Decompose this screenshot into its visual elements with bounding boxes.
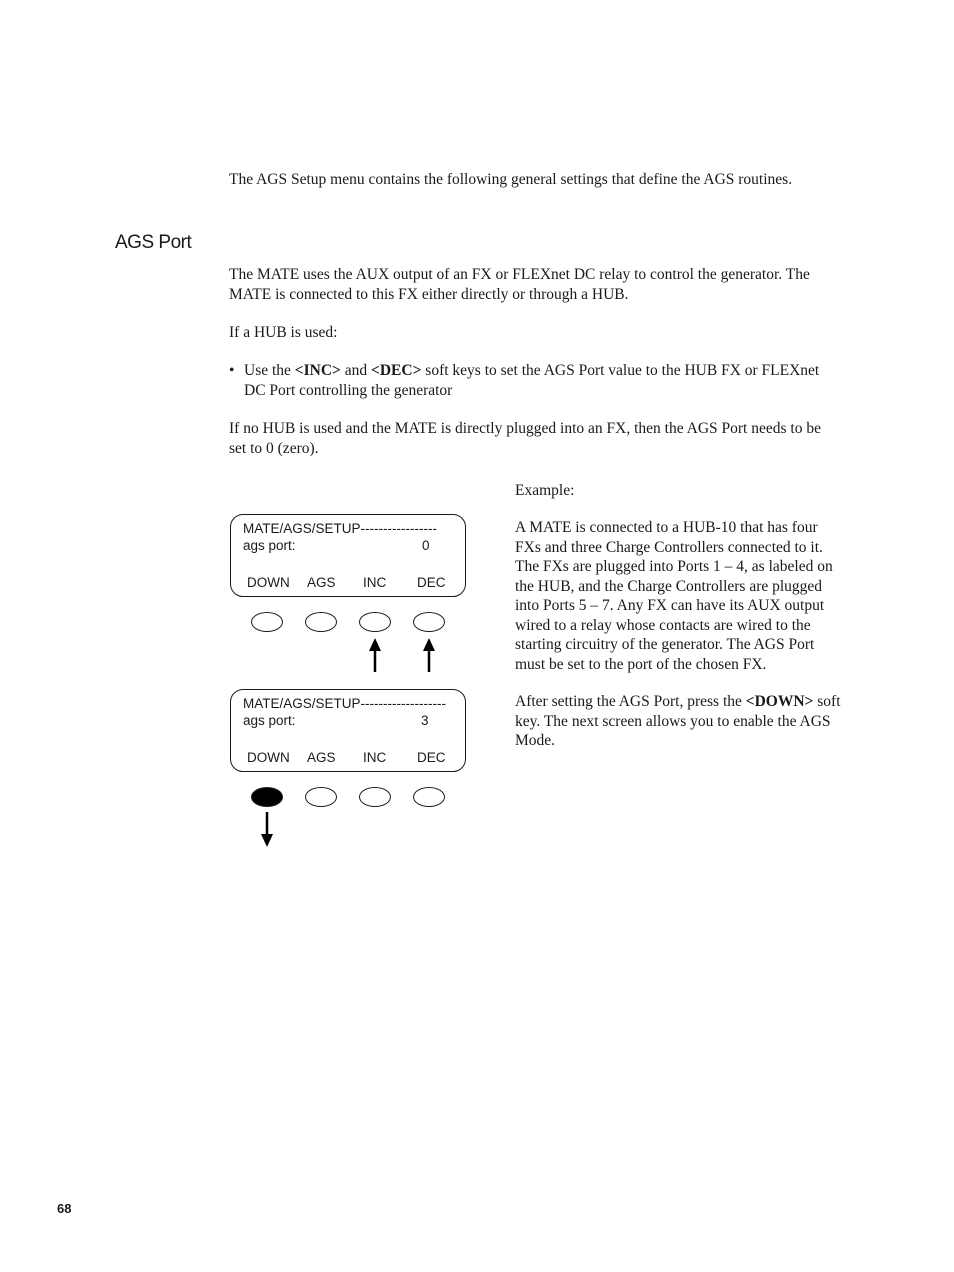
soft-key-ags[interactable] <box>305 612 337 632</box>
bullet-item <box>229 361 839 400</box>
soft-key-down-pressed[interactable] <box>251 787 283 807</box>
lcd-key-label-ags: AGS <box>307 575 336 590</box>
up-arrow-icon <box>421 638 437 672</box>
intro-paragraph: The AGS Setup menu contains the following general settings that define the AGS routines. <box>229 171 793 188</box>
lcd-setting-label: ags port: <box>243 538 296 553</box>
soft-key-dec[interactable] <box>413 612 445 632</box>
inc-key-ref: <INC> <box>294 362 341 379</box>
soft-key-inc[interactable] <box>359 787 391 807</box>
after-rest: soft key. The next screen allows you to enable the AGS Mode. <box>515 693 841 749</box>
no-hub-paragraph: If no HUB is used and the MATE is directly plugged into an FX, then the AGS Port needs to be set to 0 (zero). <box>229 420 821 457</box>
lcd-menu-path: MATE/AGS/SETUP----------------- <box>243 521 437 536</box>
lcd-key-label-down: DOWN <box>247 750 290 765</box>
lcd-key-label-down: DOWN <box>247 575 290 590</box>
up-arrow-icon <box>367 638 383 672</box>
bullet-list <box>229 361 839 400</box>
lcd-key-label-inc: INC <box>363 575 387 590</box>
section-heading: AGS Port <box>115 232 192 253</box>
lcd-key-label-dec: DEC <box>417 575 446 590</box>
after-paragraph <box>515 692 841 751</box>
dec-key-ref: <DEC> <box>371 362 422 379</box>
after-prefix: After setting the AGS Port, press the <box>515 693 746 710</box>
lcd-menu-path: MATE/AGS/SETUP------------------- <box>243 696 446 711</box>
hub-used-paragraph: If a HUB is used: <box>229 324 338 341</box>
bullet-prefix: Use the <box>244 362 295 379</box>
lcd-setting-label: ags port: <box>243 713 296 728</box>
soft-key-ags[interactable] <box>305 787 337 807</box>
soft-key-inc[interactable] <box>359 612 391 632</box>
lcd-screen-2 <box>230 689 466 772</box>
soft-key-dec[interactable] <box>413 787 445 807</box>
bullet-and: and <box>340 362 372 379</box>
soft-key-down[interactable] <box>251 612 283 632</box>
down-key-ref: <DOWN> <box>745 693 814 710</box>
mate-aux-paragraph: The MATE uses the AUX output of an FX or FLEXnet DC relay to control the generator. The MATE is connected to this FX either directly or through a HUB. <box>229 266 810 303</box>
example-paragraph: A MATE is connected to a HUB-10 that has four FXs and three Charge Controllers connected to it. The FXs are plugged into Ports 1 – 4, as labeled on the HUB, and the Charge Controllers are plugged into Ports 5 – 7. Any FX can have its AUX output wired to a relay whose contacts are wired to the starting circuitry of the generator. The AGS Port must be set to the port of the chosen FX. <box>515 519 833 673</box>
example-label: Example: <box>515 482 575 499</box>
lcd-key-label-ags: AGS <box>307 750 336 765</box>
lcd-screen-1 <box>230 514 466 597</box>
lcd-port-value: 0 <box>422 538 430 553</box>
bullet-rest: soft keys to set the AGS Port value to the HUB FX or FLEXnet DC Port controlling the generator <box>244 362 820 399</box>
page-number: 68 <box>57 1201 72 1216</box>
lcd-key-label-inc: INC <box>363 750 387 765</box>
down-arrow-icon <box>259 812 275 848</box>
lcd-key-label-dec: DEC <box>417 750 446 765</box>
lcd-port-value: 3 <box>421 713 429 728</box>
